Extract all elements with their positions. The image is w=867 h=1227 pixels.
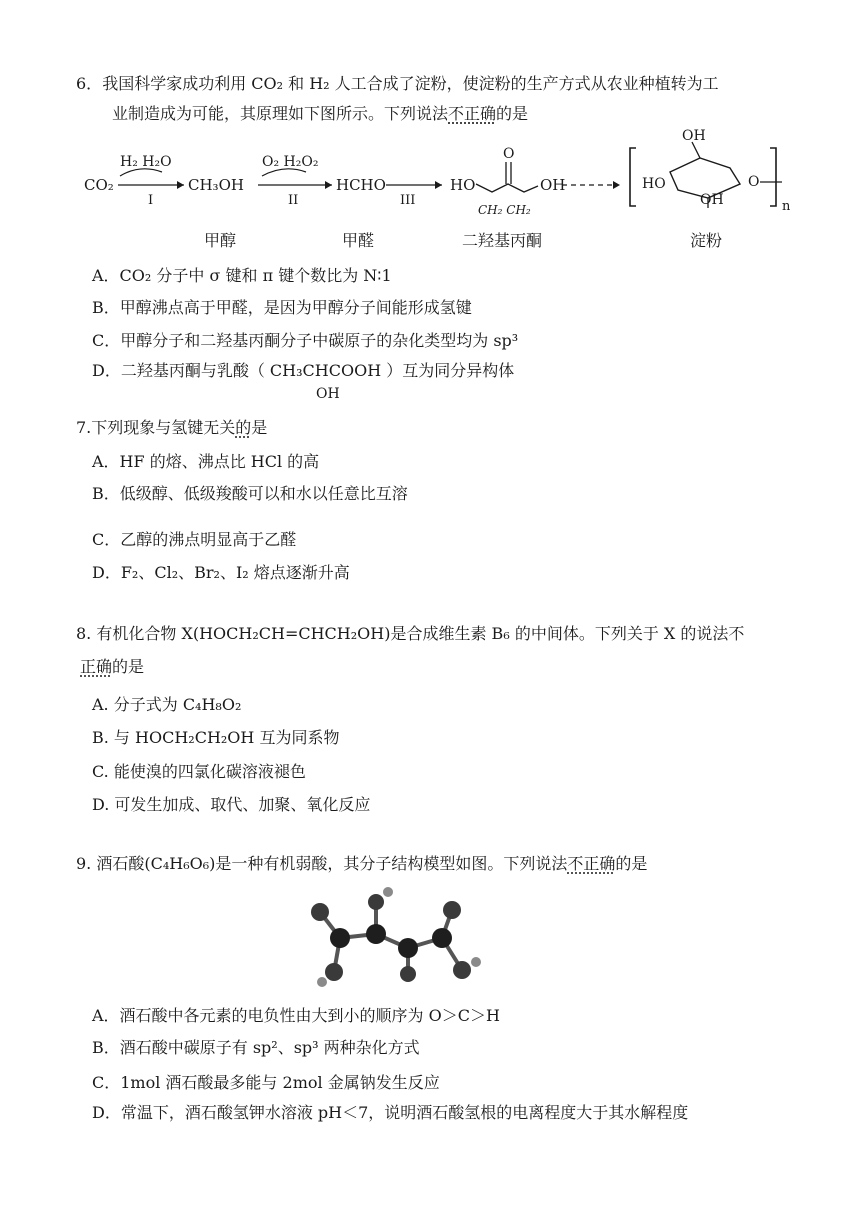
- q7-option-b: B．低级醇、低级羧酸可以和水以任意比互溶: [92, 484, 408, 503]
- model-atom-c4: [432, 928, 452, 948]
- scheme-step3-label: III: [400, 193, 416, 208]
- scheme-methanol: CH₃OH: [188, 176, 244, 194]
- dha-oh: OH: [540, 176, 566, 194]
- scheme-step1-label: I: [148, 193, 154, 208]
- starch-bracket-right: [770, 148, 776, 206]
- scheme-arrowhead-3: [435, 181, 442, 189]
- q8-stem-text: 的是: [112, 657, 145, 676]
- q8-stem-line1: 8. 有机化合物 X(HOCH₂CH=CHCH₂OH)是合成维生素 B₆ 的中间体。下列关于 X 的说法不: [76, 624, 745, 643]
- scheme-formaldehyde: HCHO: [336, 176, 386, 194]
- model-atom-o6: [453, 961, 471, 979]
- q8-option-a: A. 分子式为 C₄H₈O₂: [92, 695, 242, 714]
- starch-link-o: O: [748, 174, 760, 190]
- dha-o: O: [503, 146, 515, 162]
- q8-option-b: B. 与 HOCH₂CH₂OH 互为同系物: [92, 728, 340, 747]
- q6-option-d: D．二羟基丙酮与乳酸（ CH₃CHCOOH ）互为同分异构体: [92, 361, 515, 380]
- q8-option-c: C. 能使溴的四氯化碳溶液褪色: [92, 762, 306, 781]
- q7-option-a: A．HF 的熔、沸点比 HCl 的高: [92, 452, 320, 471]
- tartaric-acid-model: [300, 886, 500, 996]
- q7-stem: [76, 418, 267, 438]
- q7-option-c: C．乙醇的沸点明显高于乙醛: [92, 530, 297, 549]
- q9-option-d: D．常温下，酒石酸氢钾水溶液 pH＜7，说明酒石酸氢根的电离程度大于其水解程度: [92, 1103, 689, 1122]
- q6-stem-emphasis: 不正确: [448, 104, 497, 123]
- q6-stem-line2: [112, 104, 528, 124]
- q7-option-d: D．F₂、Cl₂、Br₂、I₂ 熔点逐渐升高: [92, 563, 350, 582]
- dha-ho: HO: [450, 176, 476, 194]
- model-atom-h1: [317, 977, 327, 987]
- q6-number: 6．: [76, 74, 103, 93]
- q9-stem-text-1: 9. 酒石酸(C₄H₆O₆)是一种有机弱酸，其分子结构模型如图。下列说法: [76, 854, 568, 873]
- model-atom-c1: [330, 928, 350, 948]
- q6-stem-line1: [76, 74, 719, 94]
- q6-option-b: B．甲醇沸点高于甲醛，是因为甲醇分子间能形成氢键: [92, 298, 472, 317]
- model-atom-o4: [400, 966, 416, 982]
- dha-skeleton: [476, 184, 538, 192]
- q9-option-b: B．酒石酸中碳原子有 sp²、sp³ 两种杂化方式: [92, 1038, 420, 1057]
- model-atom-c3: [398, 938, 418, 958]
- q9-option-a: A．酒石酸中各元素的电负性由大到小的顺序为 O＞C＞H: [92, 1006, 500, 1025]
- scheme-co2: CO₂: [84, 176, 114, 194]
- dha-handwritten: CH₂ CH₂: [478, 203, 531, 217]
- model-atom-h2: [383, 887, 393, 897]
- starch-oh-top: OH: [682, 128, 706, 144]
- q9-option-c: C．1mol 酒石酸最多能与 2mol 金属钠发生反应: [92, 1073, 440, 1092]
- q6-stem-text-1: 我国科学家成功利用 CO₂ 和 H₂ 人工合成了淀粉，使淀粉的生产方式从农业种植转为工: [102, 74, 719, 93]
- starch-bracket-left: [630, 148, 636, 206]
- model-atom-o5: [443, 901, 461, 919]
- scheme-step2-label: II: [288, 193, 299, 208]
- q6-option-a: A．CO₂ 分子中 σ 键和 π 键个数比为 N∶1: [92, 266, 392, 285]
- q6-stem-text-2: 业制造成为可能，其原理如下图所示。下列说法: [112, 104, 449, 123]
- label-formaldehyde: 甲醛: [342, 231, 375, 250]
- starch-ho: HO: [642, 176, 666, 192]
- scheme-step1-reagents: H₂ H₂O: [120, 154, 172, 170]
- label-starch: 淀粉: [690, 231, 723, 250]
- starch-oh-bottom: OH: [700, 192, 724, 208]
- model-atom-h3: [471, 957, 481, 967]
- q6-option-d-oh: OH: [316, 386, 340, 402]
- q6-stem-text-3: 的是: [496, 104, 529, 123]
- q9-stem-text-2: 的是: [615, 854, 648, 873]
- scheme-step2-reagents: O₂ H₂O₂: [262, 154, 319, 170]
- starch-n: n: [782, 199, 791, 214]
- model-atom-o3: [368, 894, 384, 910]
- q7-stem-text-2: 是: [251, 418, 268, 437]
- scheme-arrowhead-1: [177, 181, 184, 189]
- starch-ch2oh-bond: [692, 142, 700, 158]
- q6-reaction-scheme: [80, 128, 800, 238]
- q7-stem-emphasis: 的: [235, 418, 252, 437]
- scheme-arrowhead-2: [325, 181, 332, 189]
- model-atom-c2: [366, 924, 386, 944]
- q8-stem-line2: [80, 657, 144, 677]
- q9-stem: [76, 854, 647, 874]
- q9-stem-emphasis: 不正确: [567, 854, 616, 873]
- q8-stem-emphasis: 正确: [80, 657, 113, 676]
- q6-option-c: C．甲醇分子和二羟基丙酮分子中碳原子的杂化类型均为 sp³: [92, 331, 519, 350]
- model-atom-o2: [325, 963, 343, 981]
- label-dha: 二羟基丙酮: [462, 231, 543, 250]
- q8-option-d: D. 可发生加成、取代、加聚、氧化反应: [92, 795, 371, 814]
- scheme-arrowhead-4: [613, 181, 620, 189]
- q7-stem-text-1: 7.下列现象与氢键无关: [76, 418, 236, 437]
- model-atom-o1: [311, 903, 329, 921]
- label-methanol: 甲醇: [204, 231, 237, 250]
